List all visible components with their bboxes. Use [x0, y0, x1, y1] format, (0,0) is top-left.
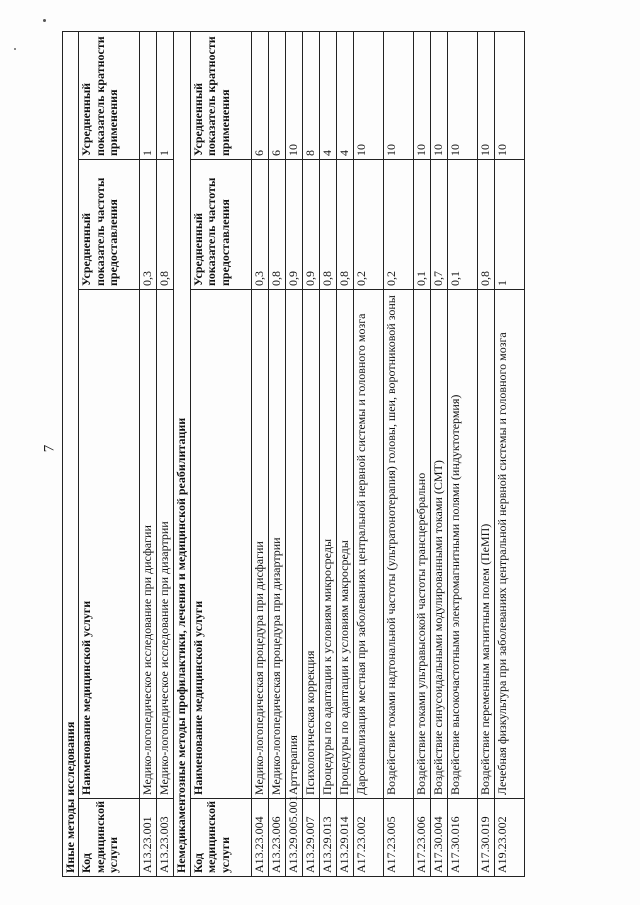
- cell-code: A13.29.014: [336, 799, 353, 877]
- cell-name: Медико-логопедическое исследование при дисфагии: [140, 290, 157, 799]
- cell-code: A17.30.004: [430, 799, 447, 877]
- cell-multiplicity: 1: [140, 32, 157, 160]
- cell-multiplicity: 4: [336, 32, 353, 160]
- cell-frequency: 0,8: [268, 160, 285, 290]
- services-table: [62, 31, 525, 877]
- cell-multiplicity: 10: [383, 32, 413, 160]
- page-number-wrap: [40, 440, 60, 460]
- cell-frequency: 0,8: [319, 160, 336, 290]
- cell-frequency: 1: [494, 160, 524, 290]
- header-code: Код медицинской услуги: [190, 799, 251, 877]
- cell-multiplicity: 6: [251, 32, 268, 160]
- cell-frequency: 0,8: [157, 160, 174, 290]
- cell-multiplicity: 10: [413, 32, 430, 160]
- cell-multiplicity: 8: [302, 32, 319, 160]
- cell-code: A13.23.006: [268, 799, 285, 877]
- cell-code: A13.29.007: [302, 799, 319, 877]
- table-row: [494, 32, 524, 877]
- cell-multiplicity: 10: [477, 32, 494, 160]
- cell-name: Дарсонвализация местная при заболеваниях центральной нервной системы и головного мозга: [353, 290, 383, 799]
- cell-multiplicity: 6: [268, 32, 285, 160]
- cell-multiplicity: 1: [157, 32, 174, 160]
- cell-name: Воздействие высокочастотными электромагнитными полями (индуктотермия): [447, 290, 477, 799]
- cell-multiplicity: 10: [494, 32, 524, 160]
- cell-code: A19.23.002: [494, 799, 524, 877]
- cell-frequency: 0,3: [251, 160, 268, 290]
- cell-code: A13.23.004: [251, 799, 268, 877]
- section-title: Иные методы исследования: [63, 32, 79, 877]
- cell-multiplicity: 10: [285, 32, 302, 160]
- cell-name: Процедуры по адаптации к условиям микросреды: [319, 290, 336, 799]
- cell-frequency: 0,7: [430, 160, 447, 290]
- table-row: [157, 32, 174, 877]
- cell-code: A13.29.005.001: [285, 799, 302, 877]
- cell-name: Арттерапия: [285, 290, 302, 799]
- cell-name: Воздействие синусоидальными модулированными токами (СМТ): [430, 290, 447, 799]
- cell-name: Медико-логопедическая процедура при дизартрии: [268, 290, 285, 799]
- table-row: [353, 32, 383, 877]
- cell-multiplicity: 10: [430, 32, 447, 160]
- cell-multiplicity: 10: [353, 32, 383, 160]
- cell-code: A17.30.019: [477, 799, 494, 877]
- section-title: Немедикаментозные методы профилактики, лечения и медицинской реабилитации: [174, 32, 190, 877]
- header-frequency: Усредненный показатель частоты предоставления: [190, 160, 251, 290]
- table-row: [336, 32, 353, 877]
- header-multiplicity: Усредненный показатель кратности применения: [79, 32, 140, 160]
- table-row: [302, 32, 319, 877]
- table-row: [447, 32, 477, 877]
- page-number: 7: [41, 444, 58, 453]
- cell-name: Воздействие токами ультравысокой частоты трансцеребрально: [413, 290, 430, 799]
- cell-code: A17.23.002: [353, 799, 383, 877]
- cell-frequency: 0,2: [383, 160, 413, 290]
- header-name: Наименование медицинской услуги: [190, 290, 251, 799]
- cell-code: A17.30.016: [447, 799, 477, 877]
- rotated-table-block: [62, 32, 640, 877]
- cell-name: Медико-логопедическая процедура при дисфагии: [251, 290, 268, 799]
- cell-code: A17.23.005: [383, 799, 413, 877]
- cell-multiplicity: 4: [319, 32, 336, 160]
- cell-name: Воздействие переменным магнитным полем (ПеМП): [477, 290, 494, 799]
- table-row: [430, 32, 447, 877]
- scan-speck: [43, 19, 46, 22]
- cell-code: A13.29.013: [319, 799, 336, 877]
- table-row: [140, 32, 157, 877]
- cell-frequency: 0,9: [302, 160, 319, 290]
- section-title-row: [63, 32, 79, 877]
- cell-name: Психологическая коррекция: [302, 290, 319, 799]
- section-title-row: [174, 32, 190, 877]
- table-row: [413, 32, 430, 877]
- cell-name: Лечебная физкультура при заболеваниях центральной нервной системы и головного мозга: [494, 290, 524, 799]
- cell-name: Воздействие токами надтональной частоты (ультратонотерапия) головы, шеи, воротниковой зоны: [383, 290, 413, 799]
- header-multiplicity: Усредненный показатель кратности применения: [190, 32, 251, 160]
- cell-name: Медико-логопедическое исследование при дизартрии: [157, 290, 174, 799]
- cell-name: Процедуры по адаптации к условиям макросреды: [336, 290, 353, 799]
- cell-frequency: 0,2: [353, 160, 383, 290]
- table-row: [383, 32, 413, 877]
- header-row: [79, 32, 140, 877]
- header-name: Наименование медицинской услуги: [79, 290, 140, 799]
- header-row: [190, 32, 251, 877]
- cell-code: A13.23.003: [157, 799, 174, 877]
- table-row: [268, 32, 285, 877]
- scan-speck: [14, 48, 16, 50]
- cell-multiplicity: 10: [447, 32, 477, 160]
- cell-frequency: 0,9: [285, 160, 302, 290]
- table-row: [285, 32, 302, 877]
- header-frequency: Усредненный показатель частоты предоставления: [79, 160, 140, 290]
- cell-frequency: 0,8: [477, 160, 494, 290]
- header-code: Код медицинской услуги: [79, 799, 140, 877]
- cell-code: A13.23.001: [140, 799, 157, 877]
- cell-frequency: 0,3: [140, 160, 157, 290]
- table-row: [319, 32, 336, 877]
- cell-frequency: 0,1: [413, 160, 430, 290]
- table-row: [477, 32, 494, 877]
- table-row: [251, 32, 268, 877]
- cell-code: A17.23.006: [413, 799, 430, 877]
- cell-frequency: 0,1: [447, 160, 477, 290]
- cell-frequency: 0,8: [336, 160, 353, 290]
